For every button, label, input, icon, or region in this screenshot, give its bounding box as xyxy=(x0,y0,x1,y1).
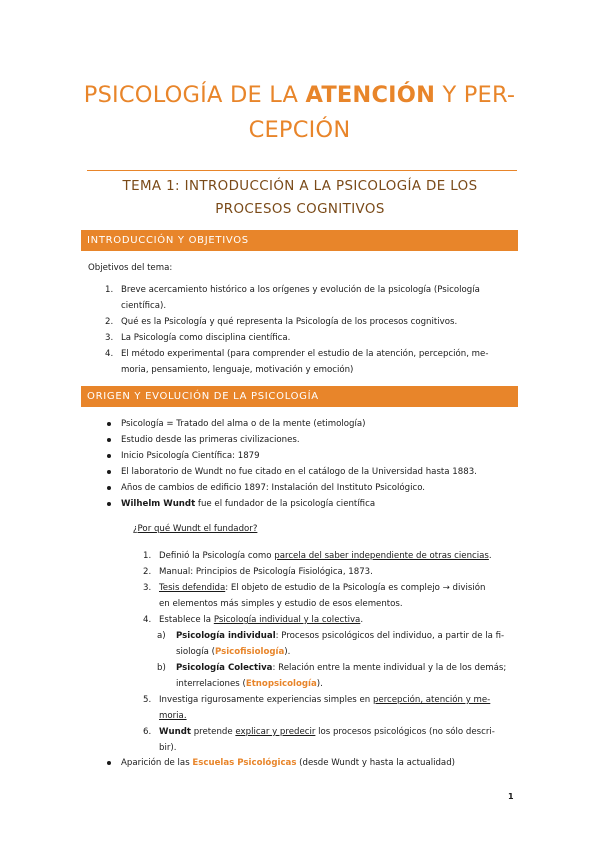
objective-number: 1. xyxy=(105,285,114,295)
origin-bullet: Años de cambios de edificio 1897: Instalación del Instituto Psicológico. xyxy=(121,483,426,493)
reason-text: Investiga rigurosamente experiencias simples en xyxy=(159,695,373,705)
reason-number: 3. xyxy=(143,583,152,593)
wundt-question: ¿Por qué Wundt el fundador? xyxy=(133,524,258,534)
title-divider xyxy=(87,170,517,171)
section-heading-intro: INTRODUCCIÓN Y OBJETIVOS xyxy=(81,230,518,251)
bullet xyxy=(107,761,111,765)
origin-bullet: Inicio Psicología Científica: 1879 xyxy=(121,451,260,461)
reason-text: . xyxy=(488,551,492,561)
objective-item: Breve acercamiento histórico a los orígenes y evolución de la psicología (Psicología xyxy=(121,285,480,295)
bullet xyxy=(107,454,111,458)
bullet xyxy=(107,486,111,490)
objective-item: La Psicología como disciplina científica. xyxy=(121,333,291,343)
reason-item-cont: moria. xyxy=(159,711,187,721)
subreason-highlight: Etnopsicología xyxy=(245,679,317,689)
subreason-text: siología ( xyxy=(176,647,215,657)
reason-number: 5. xyxy=(143,695,152,705)
reason-item xyxy=(159,614,363,626)
document-title xyxy=(40,78,559,148)
reason-number: 6. xyxy=(143,727,152,737)
reason-text: pretende xyxy=(190,727,236,737)
reason-item-cont: en elementos más simples y estudio de esos elementos. xyxy=(159,599,403,609)
document-subtitle xyxy=(70,175,530,221)
reason-text: los procesos psicológicos (no sólo descri- xyxy=(315,727,495,737)
title-part1: PSICOLOGÍA DE LA xyxy=(83,82,306,108)
objective-number: 3. xyxy=(105,333,114,343)
reason-item xyxy=(159,694,490,706)
subreason-item-cont xyxy=(176,678,323,690)
reason-item-cont: bir). xyxy=(159,743,177,753)
reason-text: : El objeto de estudio de la Psicología es complejo → división xyxy=(225,583,486,593)
wundt-rest: fue el fundador de la psicología científica xyxy=(195,499,376,509)
reason-item: Manual: Principios de Psicología Fisiológica, 1873. xyxy=(159,567,373,577)
subreason-text: ). xyxy=(284,647,291,657)
reason-underlined: explicar y predecir xyxy=(235,727,316,737)
schools-bullet xyxy=(121,757,455,769)
objective-item: El método experimental (para comprender el estudio de la atención, percepción, me- xyxy=(121,349,489,359)
reason-text: . xyxy=(360,615,364,625)
subreason-letter: b) xyxy=(157,663,166,673)
reason-number: 1. xyxy=(143,551,152,561)
schools-text: Aparición de las xyxy=(121,758,193,768)
bullet xyxy=(107,470,111,474)
reason-bold: Wundt xyxy=(159,727,191,737)
subreason-item xyxy=(176,630,504,642)
subreason-text: : Relación entre la mente individual y la de los demás; xyxy=(272,663,507,673)
objective-number: 4. xyxy=(105,349,114,359)
reason-item xyxy=(159,582,485,594)
reason-number: 4. xyxy=(143,615,152,625)
bullet xyxy=(107,502,111,506)
section-heading-origin: ORIGEN Y EVOLUCIÓN DE LA PSICOLOGÍA xyxy=(81,386,518,407)
schools-text: (desde Wundt y hasta la actualidad) xyxy=(296,758,456,768)
reason-text: Definió la Psicología como xyxy=(159,551,275,561)
subreason-text: : Procesos psicológicos del individuo, a partir de la fi- xyxy=(275,631,505,641)
title-part2: Y PER- xyxy=(435,82,516,108)
origin-bullet: Estudio desde las primeras civilizaciones. xyxy=(121,435,300,445)
subreason-text: interrelaciones ( xyxy=(176,679,246,689)
objective-item: Qué es la Psicología y qué representa la Psicología de los procesos cognitivos. xyxy=(121,317,458,327)
objective-item-cont: moria, pensamiento, lenguaje, motivación y emoción) xyxy=(121,365,354,375)
subtitle-line2: PROCESOS COGNITIVOS xyxy=(215,202,385,217)
reason-item xyxy=(159,550,492,562)
objectives-intro: Objetivos del tema: xyxy=(88,263,173,273)
reason-underlined: parcela del saber independiente de otras ciencias xyxy=(274,551,489,561)
subreason-item-cont xyxy=(176,646,290,658)
reason-underlined: Psicología individual y la colectiva xyxy=(213,615,361,625)
reason-item xyxy=(159,726,495,738)
origin-bullet: Psicología = Tratado del alma o de la mente (etimología) xyxy=(121,419,366,429)
bullet xyxy=(107,422,111,426)
reason-underlined: Tesis defendida xyxy=(159,583,226,593)
title-bold: ATENCIÓN xyxy=(305,82,436,108)
title-line2: CEPCIÓN xyxy=(248,117,351,143)
subtitle-line1: TEMA 1: INTRODUCCIÓN A LA PSICOLOGÍA DE LOS xyxy=(122,179,478,194)
wundt-name: Wilhelm Wundt xyxy=(121,499,196,509)
origin-bullet: El laboratorio de Wundt no fue citado en el catálogo de la Universidad hasta 1883. xyxy=(121,467,477,477)
subreason-text: ). xyxy=(316,679,323,689)
page-number: 1 xyxy=(508,792,514,801)
schools-highlight: Escuelas Psicológicas xyxy=(192,758,297,768)
objective-item-cont: científica). xyxy=(121,301,167,311)
objective-number: 2. xyxy=(105,317,114,327)
subreason-item xyxy=(176,662,506,674)
subreason-bold: Psicología individual xyxy=(176,631,276,641)
subreason-letter: a) xyxy=(157,631,166,641)
wundt-bullet xyxy=(121,498,375,510)
reason-text: Establece la xyxy=(159,615,214,625)
reason-underlined: percepción, atención y me- xyxy=(372,695,491,705)
reason-number: 2. xyxy=(143,567,152,577)
bullet xyxy=(107,438,111,442)
subreason-bold: Psicología Colectiva xyxy=(176,663,273,673)
subreason-highlight: Psicofisiología xyxy=(214,647,285,657)
